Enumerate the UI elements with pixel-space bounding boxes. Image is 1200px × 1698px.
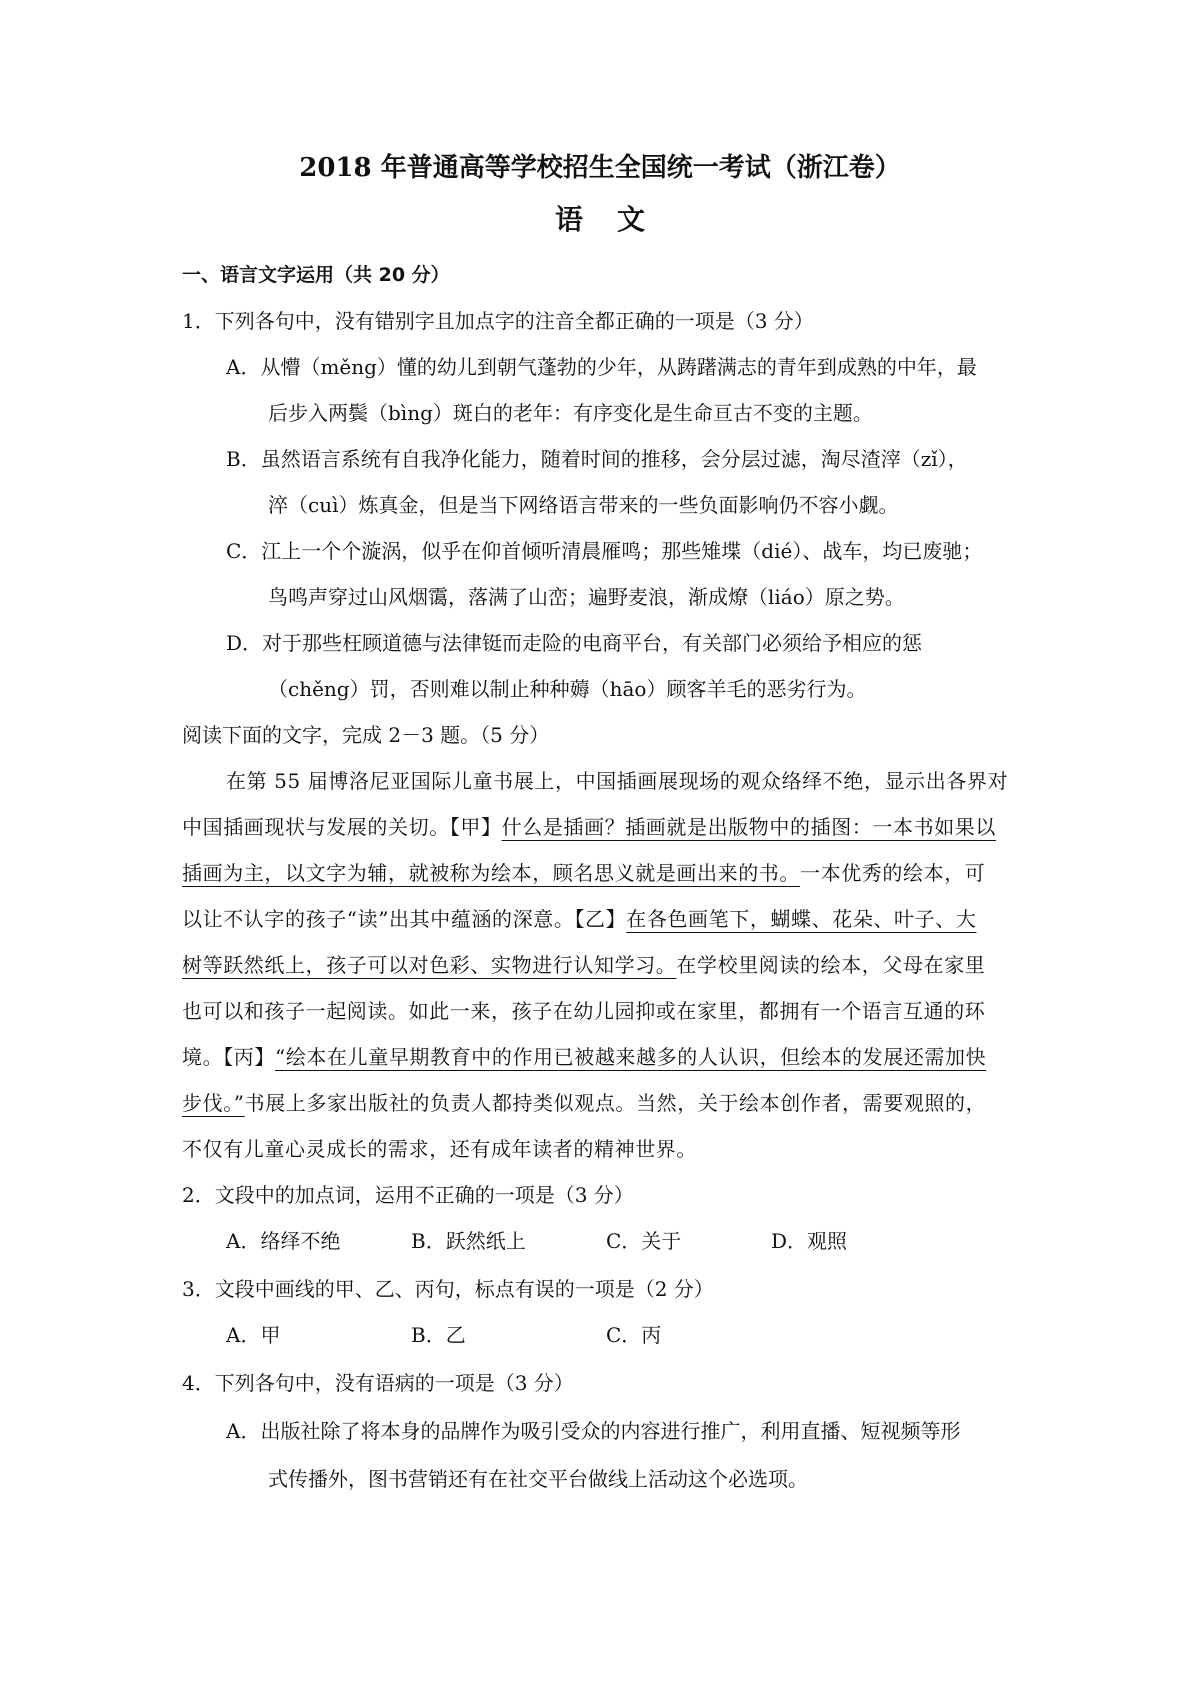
question-3-options [226, 1314, 926, 1356]
passage-line-4 [182, 898, 976, 940]
sentence-bing-underlined-cont: 步伐。” [182, 1091, 245, 1115]
question-1-option-d-line1: D．对于那些枉顾道德与法律铤而走险的电商平台，有关部门必须给予相应的惩 [226, 631, 923, 655]
passage-line-6: 也可以和孩子一起阅读。如此一来，孩子在幼儿园抑或在家里，都拥有一个语言互通的环 [182, 999, 986, 1023]
sentence-jia-underlined: 什么是插画？插画就是出版物中的插图：一本书如果以 [501, 815, 997, 839]
passage-text: 境。【丙】 [182, 1045, 275, 1069]
question-4-option-a-line1: A．出版社除了将本身的品牌作为吸引受众的内容进行推广，利用直播、短视频等形 [226, 1419, 961, 1443]
question-1-option-d-line2: （chěng）罚，否则难以制止种种薅（hāo）顾客羊毛的恶劣行为。 [268, 677, 867, 701]
question-3-option-a: A．甲 [226, 1323, 281, 1347]
question-4-option-a-line2: 式传播外，图书营销还有在社交平台做线上活动这个必选项。 [268, 1467, 808, 1491]
question-1-option-a-line1: A．从懵（měng）懂的幼儿到朝气蓬勃的少年，从踌躇满志的青年到成熟的中年，最 [226, 355, 977, 379]
question-2-option-d: D．观照 [771, 1229, 848, 1253]
passage-line-7 [182, 1036, 986, 1078]
question-2-options [226, 1220, 926, 1262]
sentence-yi-underlined-cont: 树等跃然纸上，孩子可以对色彩、实物进行认知学习。 [182, 953, 677, 977]
passage-line-9: 不仅有儿童心灵成长的需求，还有成年读者的精神世界。 [182, 1137, 697, 1161]
passage-line-1: 在第 55 届博洛尼亚国际儿童书展上，中国插画展现场的观众络绎不绝，显示出各界对 [226, 769, 1009, 793]
passage-line-5 [182, 944, 985, 986]
question-1-option-b-line2: 淬（cuì）炼真金，但是当下网络语言带来的一些负面影响仍不容小觑。 [268, 493, 899, 517]
passage-text: 一本优秀的绘本，可 [800, 861, 986, 885]
question-2-option-c: C．关于 [606, 1229, 682, 1253]
question-1-option-a-line2: 后步入两鬓（bìng）斑白的老年：有序变化是生命亘古不变的主题。 [268, 401, 873, 425]
question-2-option-a: A．络绎不绝 [226, 1229, 341, 1253]
question-2-option-b: B．跃然纸上 [411, 1229, 526, 1253]
question-2-stem: 2．文段中的加点词，运用不正确的一项是（3 分） [182, 1183, 634, 1207]
question-3-stem: 3．文段中画线的甲、乙、丙句，标点有误的一项是（2 分） [182, 1277, 714, 1301]
passage-line-3 [182, 852, 985, 894]
section-heading: 一、语言文字运用（共 20 分） [182, 264, 450, 286]
passage-text: 书展上多家出版社的负责人都持类似观点。当然，关于绘本创作者，需要观照的， [244, 1091, 987, 1115]
passage-text: 以让不认字的孩子“读”出其中蕴涵的深意。【乙】 [182, 907, 627, 931]
question-3-option-c: C．丙 [606, 1323, 662, 1347]
sentence-yi-underlined: 在各色画笔下，蝴蝶、花朵、叶子、大 [626, 907, 977, 931]
question-1-stem: 1．下列各句中，没有错别字且加点字的注音全都正确的一项是（3 分） [182, 309, 814, 333]
passage-line-2 [182, 806, 996, 848]
sentence-bing-underlined: “绘本在儿童早期教育中的作用已被越来越多的人认识，但绘本的发展还需加快 [275, 1045, 987, 1069]
exam-title: 2018 年普通高等学校招生全国统一考试（浙江卷） [299, 153, 901, 183]
reading-intro: 阅读下面的文字，完成 2－3 题。（5 分） [182, 723, 550, 747]
passage-line-8 [182, 1082, 986, 1124]
question-3-option-b: B．乙 [411, 1323, 466, 1347]
question-4-stem: 4．下列各句中，没有语病的一项是（3 分） [182, 1371, 574, 1395]
passage-text: 在学校里阅读的绘本，父母在家里 [676, 953, 986, 977]
question-1-option-c-line2: 鸟鸣声穿过山风烟霭，落满了山峦；遍野麦浪，渐成燎（liáo）原之势。 [268, 585, 905, 609]
question-1-option-b-line1: B．虽然语言系统有自我净化能力，随着时间的推移，会分层过滤，淘尽渣滓（zǐ）， [226, 447, 968, 471]
subject-title: 语文 [554, 203, 679, 236]
sentence-jia-underlined-cont: 插画为主，以文字为辅，就被称为绘本，顾名思义就是画出来的书。 [182, 861, 800, 885]
question-1-option-c-line1: C．江上一个个漩涡，似乎在仰首倾听清晨雁鸣；那些雉堞（dié）、战车，均已废驰； [226, 539, 983, 563]
passage-text: 中国插画现状与发展的关切。【甲】 [182, 815, 502, 839]
